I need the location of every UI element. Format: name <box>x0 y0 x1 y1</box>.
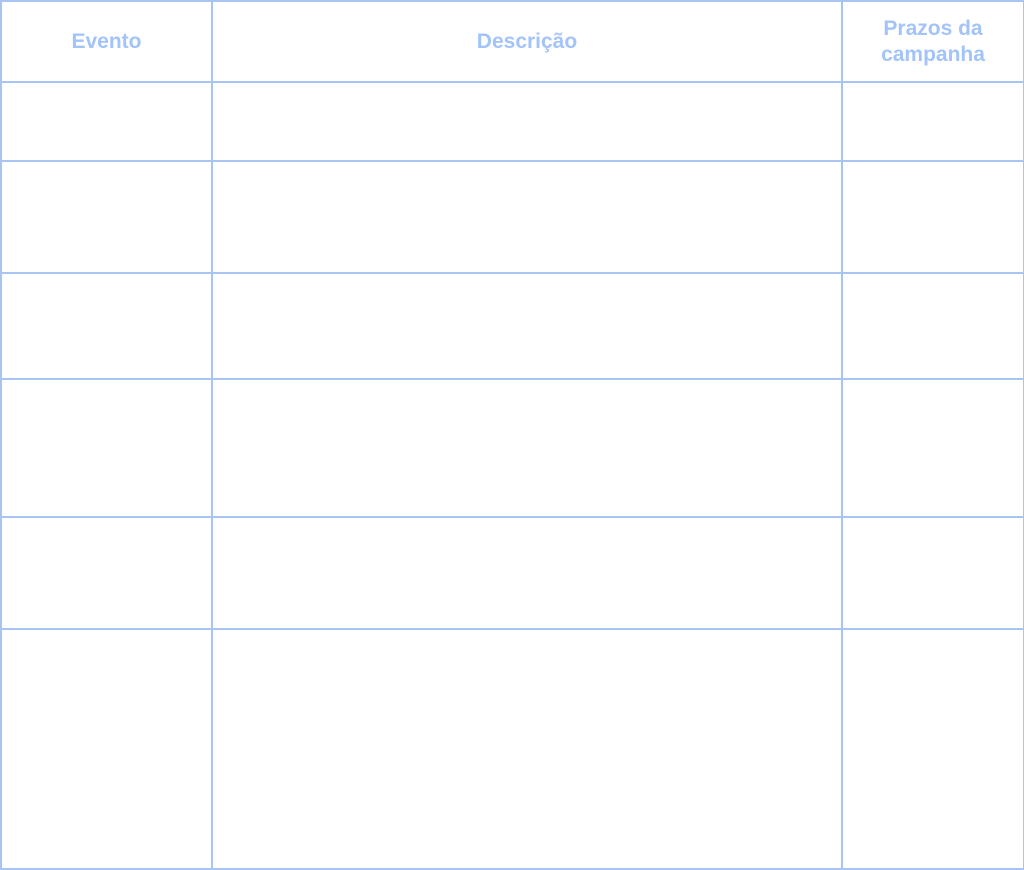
table-row <box>1 161 1024 273</box>
cell-event[interactable] <box>1 517 212 629</box>
header-description <box>212 1 842 82</box>
header-event-label: Evento <box>71 29 142 53</box>
cell-deadlines[interactable] <box>842 517 1024 629</box>
table-header-row <box>1 1 1024 82</box>
cell-deadlines[interactable] <box>842 82 1024 161</box>
cell-deadlines[interactable] <box>842 273 1024 379</box>
header-description-label: Descrição <box>476 29 578 53</box>
cell-description[interactable] <box>212 517 842 629</box>
cell-description[interactable] <box>212 379 842 517</box>
cell-deadlines[interactable] <box>842 161 1024 273</box>
cell-event[interactable] <box>1 161 212 273</box>
table-row <box>1 629 1024 869</box>
table-row <box>1 273 1024 379</box>
cell-description[interactable] <box>212 82 842 161</box>
header-event <box>1 1 212 82</box>
cell-event[interactable] <box>1 629 212 869</box>
table-row <box>1 517 1024 629</box>
header-deadlines <box>842 1 1024 82</box>
cell-description[interactable] <box>212 161 842 273</box>
cell-event[interactable] <box>1 379 212 517</box>
cell-description[interactable] <box>212 273 842 379</box>
cell-event[interactable] <box>1 82 212 161</box>
cell-deadlines[interactable] <box>842 629 1024 869</box>
cell-description[interactable] <box>212 629 842 869</box>
cell-deadlines[interactable] <box>842 379 1024 517</box>
header-deadlines-label: Prazos da campanha <box>881 16 985 66</box>
cell-event[interactable] <box>1 273 212 379</box>
table-row <box>1 82 1024 161</box>
table-row <box>1 379 1024 517</box>
